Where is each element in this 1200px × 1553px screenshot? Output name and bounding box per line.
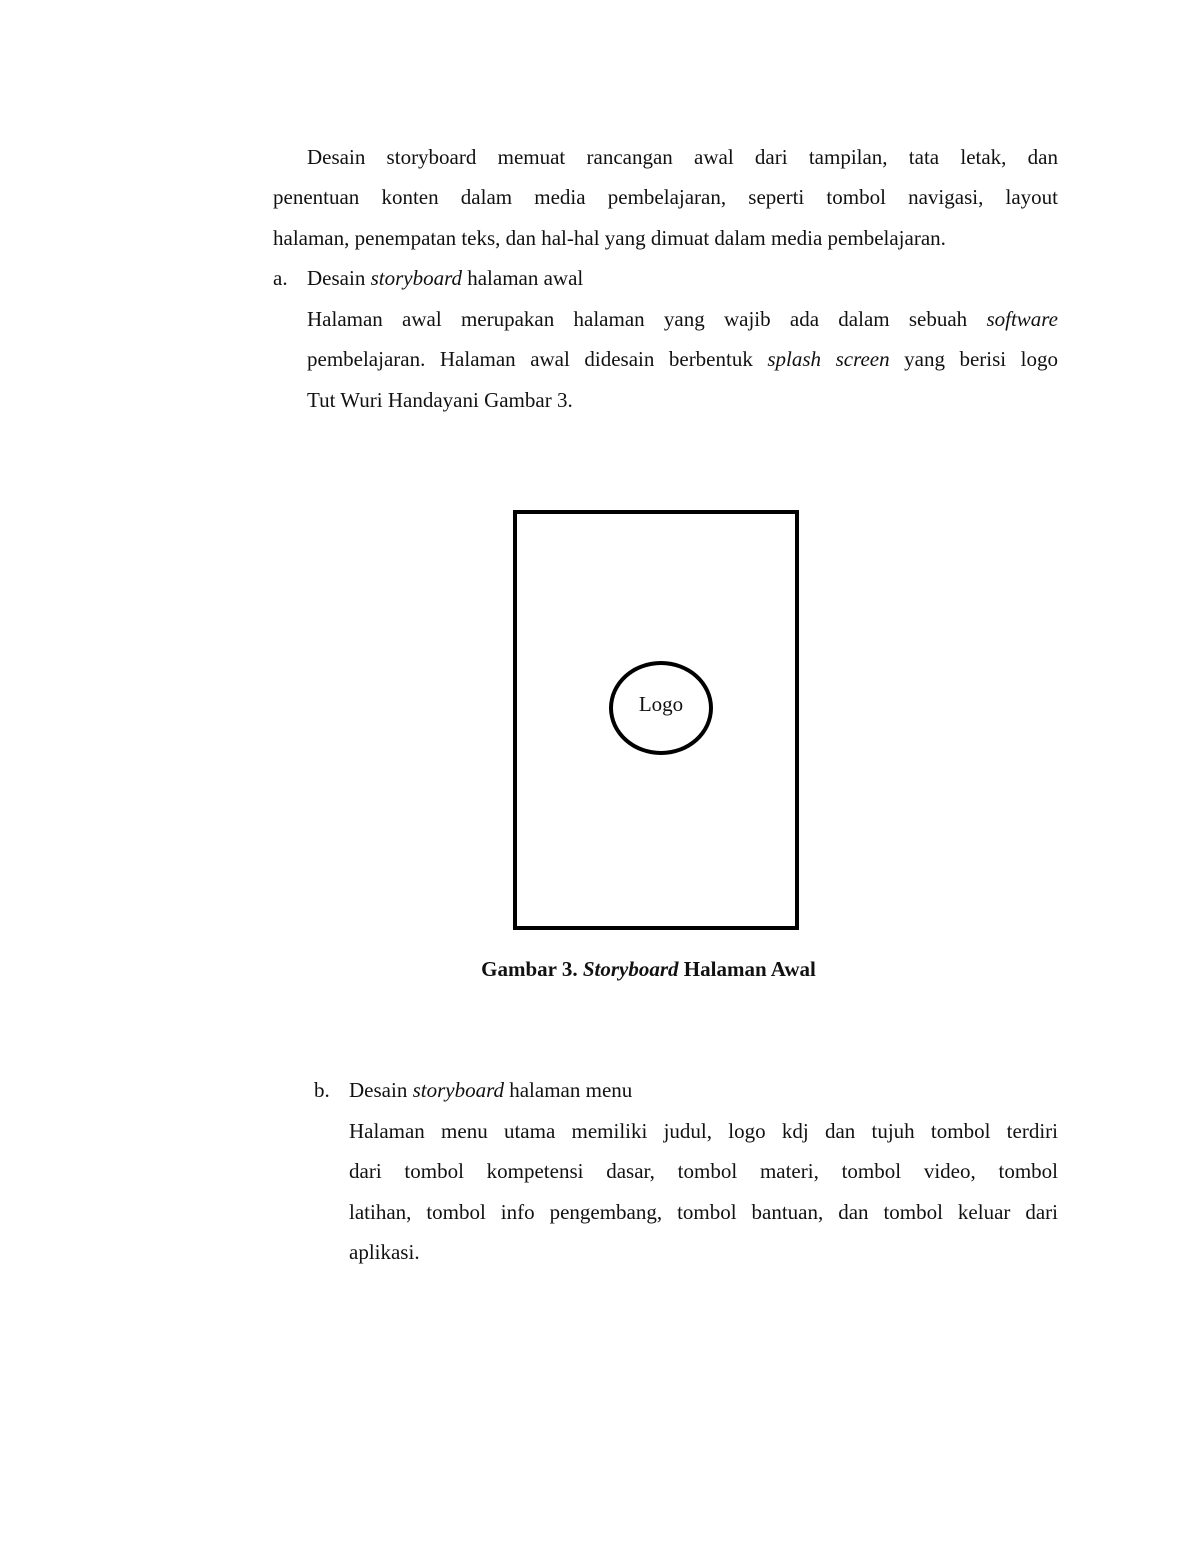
intro-paragraph-line-1: Desain storyboard memuat rancangan awal dari tampilan, tata letak, dan — [307, 145, 1058, 169]
section-b-heading-pre: Desain — [349, 1078, 413, 1102]
section-a-body-line-1-italic: software — [986, 307, 1058, 331]
section-a-heading-italic: storyboard — [370, 266, 462, 290]
section-b-body-line-2: dari tombol kompetensi dasar, tombol materi, tombol video, tombol — [349, 1159, 1058, 1183]
section-a-body-line-3: Tut Wuri Handayani Gambar 3. — [307, 388, 573, 412]
section-b-heading-italic: storyboard — [412, 1078, 504, 1102]
section-a-body-line-1 — [307, 305, 1058, 333]
section-a-body-line-2-post: yang berisi logo — [889, 347, 1058, 371]
section-a-body-line-2 — [307, 345, 1058, 373]
figure-caption — [0, 955, 1200, 983]
logo-placeholder-circle — [609, 661, 713, 755]
section-a-heading-post: halaman awal — [461, 266, 584, 290]
section-a-body-line-2-italic: splash screen — [767, 347, 890, 371]
section-a-body-line-1-pre: Halaman awal merupakan halaman yang wajib ada dalam sebuah — [307, 307, 987, 331]
section-b-marker: b. — [314, 1078, 330, 1102]
section-a-body-line-2-pre: pembelajaran. Halaman awal didesain berbentuk — [307, 347, 768, 371]
intro-paragraph-line-3: halaman, penempatan teks, dan hal-hal yang dimuat dalam media pembelajaran. — [273, 226, 946, 250]
figure-caption-italic: Storyboard — [582, 957, 679, 981]
figure-caption-pre: Gambar 3. — [481, 957, 583, 981]
intro-paragraph-line-2: penentuan konten dalam media pembelajaran, seperti tombol navigasi, layout — [273, 185, 1058, 209]
section-b-heading — [349, 1076, 632, 1104]
figure-caption-post: Halaman Awal — [678, 957, 816, 981]
section-a-marker: a. — [273, 266, 288, 290]
section-b-body-line-3: latihan, tombol info pengembang, tombol bantuan, dan tombol keluar dari — [349, 1200, 1058, 1224]
section-a-heading — [307, 264, 583, 292]
logo-label: Logo — [638, 692, 684, 716]
section-a-heading-pre: Desain — [307, 266, 371, 290]
section-b-body-line-1: Halaman menu utama memiliki judul, logo kdj dan tujuh tombol terdiri — [349, 1119, 1058, 1143]
section-b-body-line-4: aplikasi. — [349, 1240, 420, 1264]
section-b-heading-post: halaman menu — [503, 1078, 633, 1102]
